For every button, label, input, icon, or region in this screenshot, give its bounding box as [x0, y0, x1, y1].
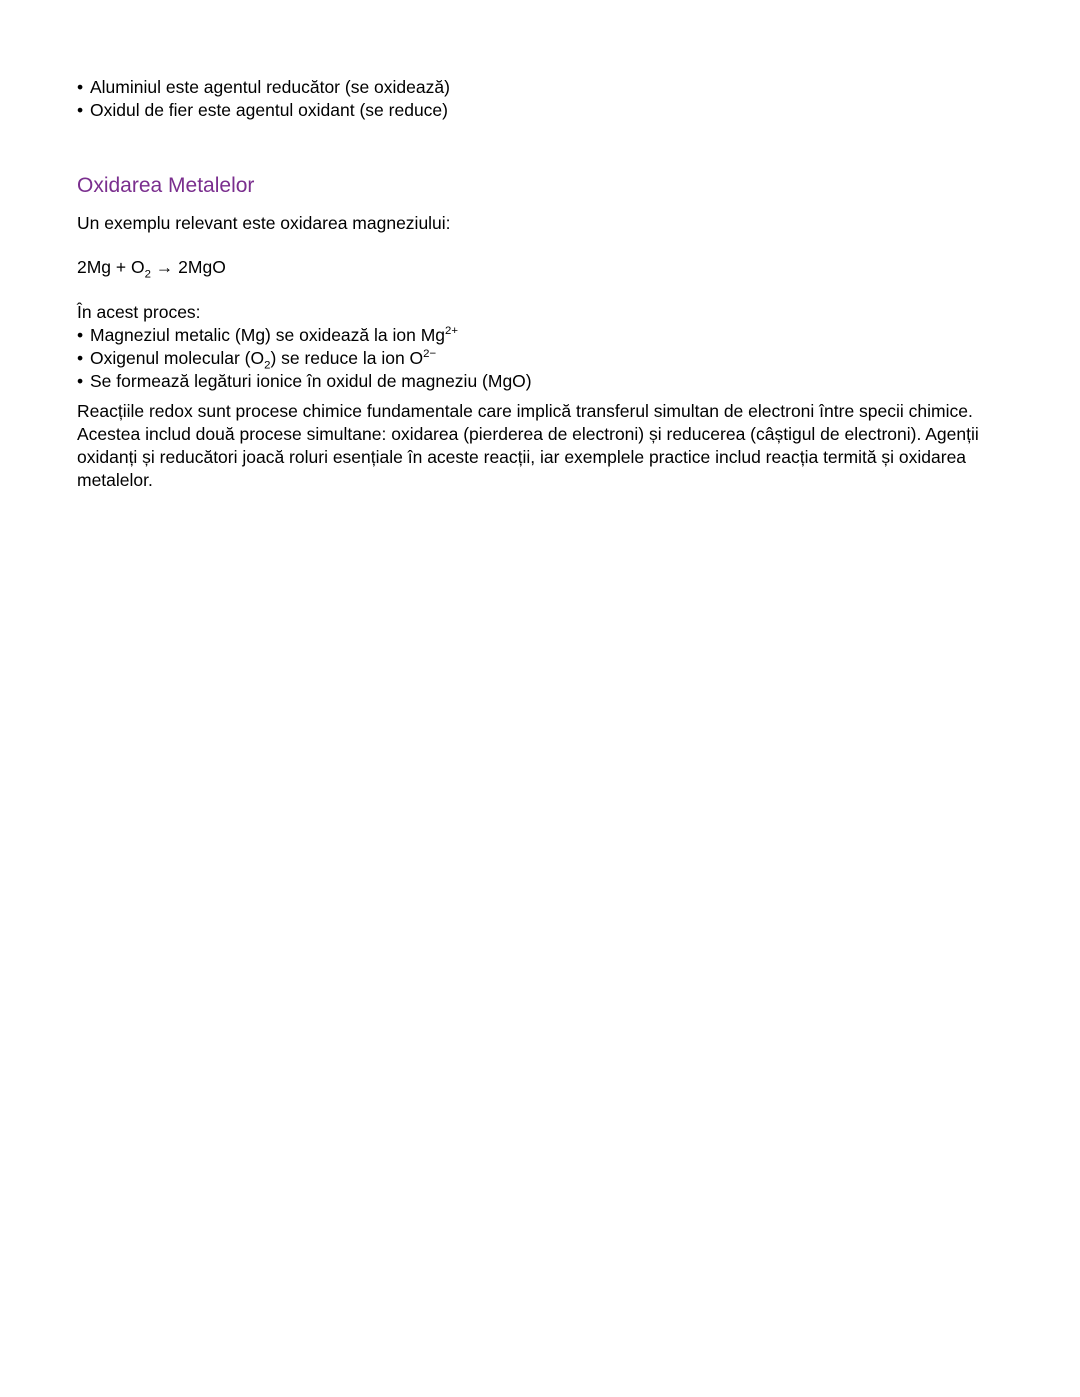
chemical-equation [77, 256, 1017, 279]
list-item: • Se formează legături ionice în oxidul de magneziu (MgO) [77, 370, 1017, 393]
list-item [77, 324, 1017, 347]
section-heading: Oxidarea Metalelor [77, 174, 255, 197]
thermite-agents-list [77, 76, 1017, 122]
list-item [77, 347, 1017, 370]
process-label: În acest proces: [77, 302, 201, 322]
molecule-subscript: 2 [264, 359, 271, 372]
equation-subscript: 2 [144, 268, 151, 281]
list-item-text: Oxigenul molecular (O [90, 348, 265, 368]
list-item: • Aluminiul este agentul reducător (se oxidează) [77, 76, 1017, 99]
summary-paragraph: Reacțiile redox sunt procese chimice fundamentale care implică transferul simultan de electroni între specii chimice. Acestea includ două procese simultane: oxidarea (pierderea de electroni) și reducerea (câștigul de electroni). Agenții oxidanți și reducători joacă roluri esențiale în aceste reacții, iar exemplele practice includ reacția termită și oxidarea metalelor. [77, 401, 979, 490]
equation-arrow: → [150, 257, 179, 277]
intro-paragraph: Un exemplu relevant este oxidarea magneziului: [77, 213, 451, 233]
ion-charge: 2+ [445, 325, 458, 338]
ion-charge: 2− [423, 348, 437, 361]
page-content [77, 76, 1017, 492]
list-item-text: Magneziul metalic (Mg) se oxidează la ion Mg [90, 325, 446, 345]
equation-product: 2MgO [178, 257, 226, 277]
list-item: • Oxidul de fier este agentul oxidant (se reduce) [77, 99, 1017, 122]
list-item-text: ) se reduce la ion O [270, 348, 424, 368]
process-list [77, 324, 1017, 393]
equation-reactants: 2Mg + O [77, 257, 145, 277]
